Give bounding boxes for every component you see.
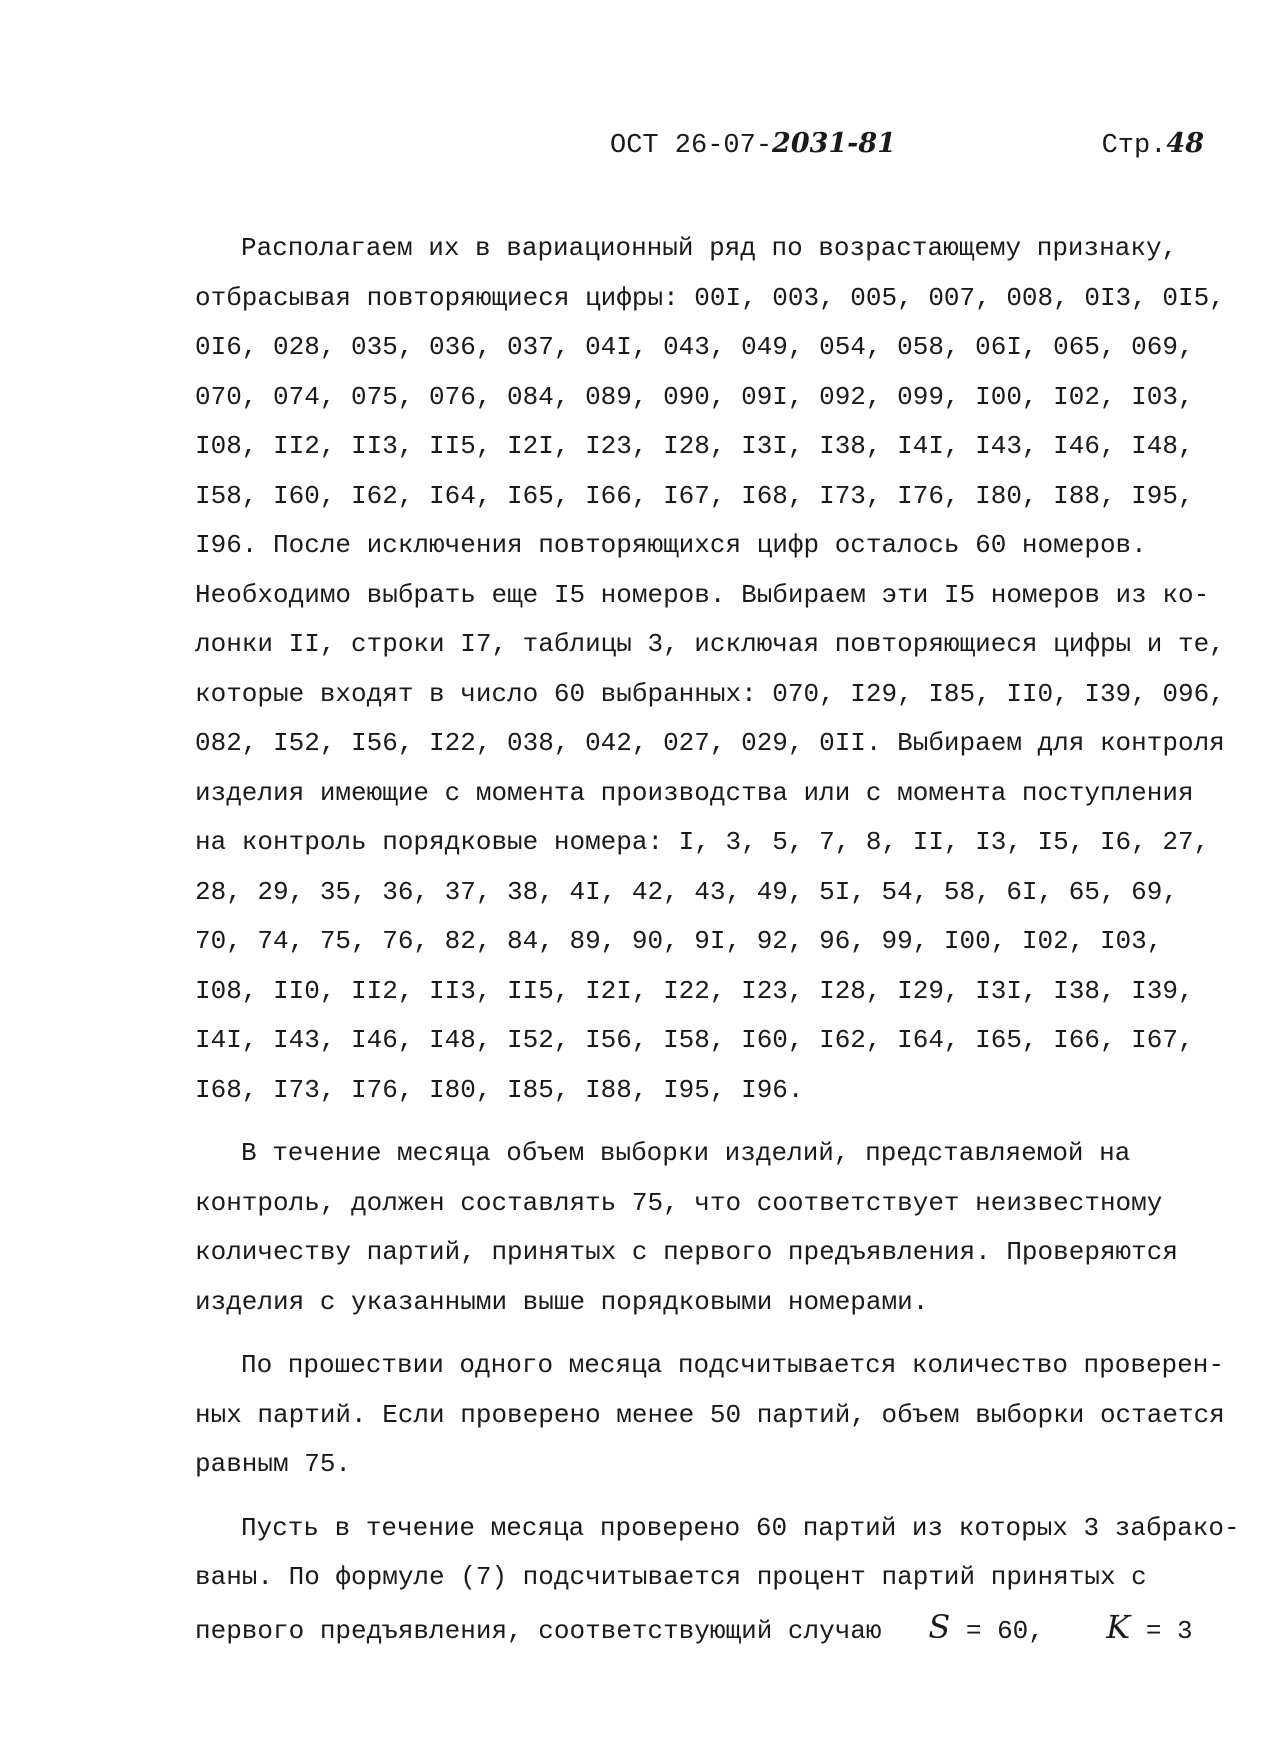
text-line: отбрасывая повторяющиеся цифры: 00I, 003, 005, 007, 008, 0I3, 0I5, (195, 282, 1225, 313)
document-code-handwritten: 2031-81 (772, 128, 896, 159)
paragraph-4 (195, 1504, 1240, 1653)
text-line: равным 75. (195, 1449, 352, 1479)
text-line: ваны. По формуле (7) подсчитывается процент партий принятых с (195, 1562, 1147, 1592)
page-number-handwritten: 48 (1166, 128, 1204, 159)
text-line: первого предъявления, соответствующий случаю (195, 1615, 882, 1646)
text-line: 070, 074, 075, 076, 084, 089, 090, 09I, 092, 099, I00, I02, I03, (195, 381, 1194, 412)
text-line: 70, 74, 75, 76, 82, 84, 89, 90, 9I, 92, 96, 99, I00, I02, I03, (195, 926, 1163, 956)
text-line: В течение месяца объем выборки изделий, представляемой на (241, 1138, 1131, 1168)
text-line: лонки II, строки I7, таблицы 3, исключая повторяющиеся цифры и те, (195, 629, 1225, 659)
text-line: количеству партий, принятых с первого предъявления. Проверяются (195, 1237, 1178, 1267)
document-code-prefix: ОСТ 26-07- (610, 131, 773, 161)
text-line: изделия имеющие с момента производства или с момента поступления (195, 777, 1194, 808)
text-line: По прошествии одного месяца подсчитывается количество проверен- (241, 1350, 1224, 1380)
paragraph-3 (195, 1341, 1225, 1490)
text-line: 28, 29, 35, 36, 37, 38, 4I, 42, 43, 49, 5I, 54, 58, 6I, 65, 69, (195, 876, 1178, 907)
text-line: I58, I60, I62, I64, I65, I66, I67, I68, I73, I76, I80, I88, I95, (195, 480, 1194, 511)
text-line: Необходимо выбрать еще I5 номеров. Выбираем эти I5 номеров из ко- (195, 579, 1210, 610)
text-line: изделия с указанными выше порядковыми номерами. (195, 1286, 929, 1317)
formula-k-symbol: K (1106, 1607, 1131, 1646)
text-line: которые входят в число 60 выбранных: 070, I29, I85, II0, I39, 096, (195, 678, 1225, 709)
text-line: I68, I73, I76, I80, I85, I88, I95, I96. (195, 1074, 804, 1105)
text-line: 082, I52, I56, I22, 038, 042, 027, 029, 0II. Выбираем для контроля (195, 728, 1225, 758)
page-header (610, 128, 1204, 168)
text-line: Располагаем их в вариационный ряд по возрастающему признаку, (241, 233, 1178, 263)
page-number (1102, 128, 1204, 161)
text-line: I4I, I43, I46, I48, I52, I56, I58, I60, I62, I64, I65, I66, I67, (195, 1025, 1194, 1055)
document-code (610, 128, 896, 161)
paragraph-gap (195, 1327, 1215, 1341)
formula-s-value: = 60, (965, 1615, 1044, 1646)
text-line-with-formula (195, 1603, 1215, 1653)
text-line: I08, II2, II3, II5, I2I, I23, I28, I3I, I38, I4I, I43, I46, I48, (195, 431, 1194, 461)
text-line: 0I6, 028, 035, 036, 037, 04I, 043, 049, 054, 058, 06I, 065, 069, (195, 332, 1194, 362)
paragraph-2 (195, 1129, 1215, 1327)
page-label: Стр. (1101, 131, 1167, 161)
formula-k-value: = 3 (1145, 1615, 1193, 1646)
text-line: I08, II0, II2, II3, II5, I2I, I22, I23, I28, I29, I3I, I38, I39, (195, 975, 1194, 1006)
paragraph-1 (195, 224, 1225, 1115)
text-line: I96. После исключения повторяющихся цифр осталось 60 номеров. (195, 530, 1147, 560)
text-line: ных партий. Если проверено менее 50 партий, объем выборки остается (195, 1399, 1225, 1430)
formula-s-symbol: S (928, 1607, 951, 1646)
text-line: на контроль порядковые номера: I, 3, 5, 7, 8, II, I3, I5, I6, 27, (195, 827, 1210, 857)
paragraph-gap (195, 1490, 1215, 1504)
text-line: Пусть в течение месяца проверено 60 партий из которых 3 забрако- (241, 1512, 1240, 1543)
paragraph-gap (195, 1115, 1215, 1129)
text-line: контроль, должен составлять 75, что соответствует неизвестному (195, 1187, 1163, 1218)
body-text (195, 224, 1240, 1652)
